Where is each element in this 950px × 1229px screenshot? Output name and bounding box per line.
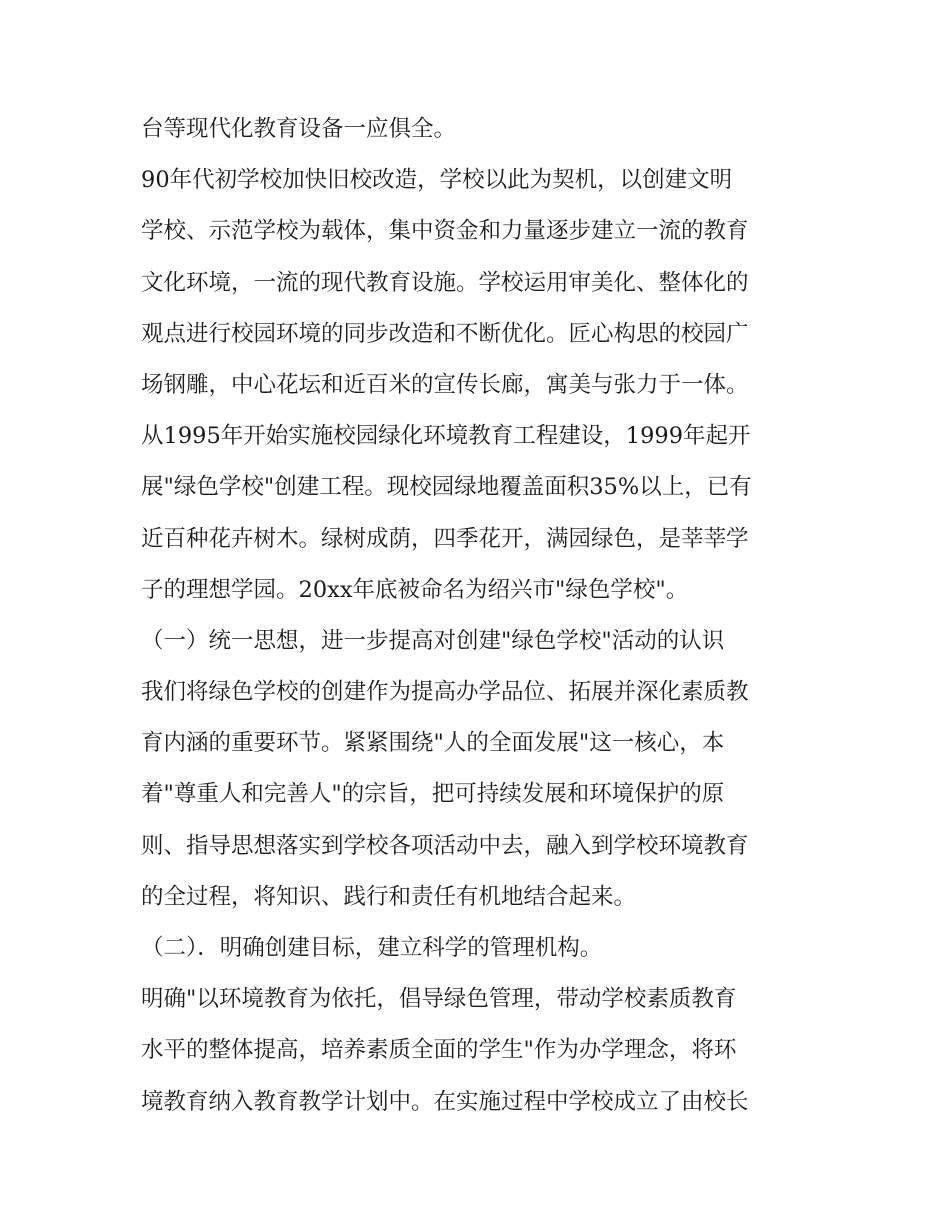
section-heading-2: （二）．明确创建目标，建立科学的管理机构。 (141, 935, 603, 961)
text-line: 育内涵的重要环节。紧紧围绕"人的全面发展"这一核心，本 (141, 730, 725, 757)
text-line: 则、指导思想落实到学校各项活动中去，融入到学校环境教育 (141, 832, 749, 859)
text-line: 着"尊重人和完善人"的宗旨，把可持续发展和环境保护的原 (141, 781, 725, 808)
text-line: 水平的整体提高，培养素质全面的学生"作为办学理念，将环 (141, 1037, 737, 1064)
text-line: 子的理想学园。20xx年底被命名为绍兴市"绿色学校"。 (141, 576, 689, 603)
text-line: 文化环境，一流的现代教育设施。学校运用审美化、整体化的 (141, 269, 749, 296)
text-line: 明确"以环境教育为依托，倡导绿色管理，带动学校素质教育 (141, 986, 737, 1013)
section-heading-1: （一）统一思想，进一步提高对创建"绿色学校"活动的认识 (141, 627, 725, 654)
document-body (141, 104, 821, 1128)
text-line: 90年代初学校加快旧校改造，学校以此为契机，以创建文明 (141, 167, 733, 194)
text-line: 我们将绿色学校的创建作为提高办学品位、拓展并深化素质教 (141, 679, 749, 706)
text-line: 的全过程，将知识、践行和责任有机地结合起来。 (141, 883, 637, 910)
text-line: 近百种花卉树木。绿树成荫，四季花开，满园绿色，是莘莘学 (141, 525, 749, 552)
text-line: 展"绿色学校"创建工程。现校园绿地覆盖面积35%以上，已有 (141, 474, 752, 501)
text-line: 境教育纳入教育教学计划中。在实施过程中学校成立了由校长 (141, 1088, 749, 1115)
text-line: 从1995年开始实施校园绿化环境教育工程建设，1999年起开 (141, 423, 751, 450)
text-line: 场钢雕，中心花坛和近百米的宣传长廊，寓美与张力于一体。 (141, 371, 749, 398)
text-line: 台等现代化教育设备一应俱全。 (141, 116, 457, 142)
text-line: 观点进行校园环境的同步改造和不断优化。匠心构思的校园广 (141, 320, 749, 347)
text-line: 学校、示范学校为载体，集中资金和力量逐步建立一流的教育 (141, 218, 749, 245)
